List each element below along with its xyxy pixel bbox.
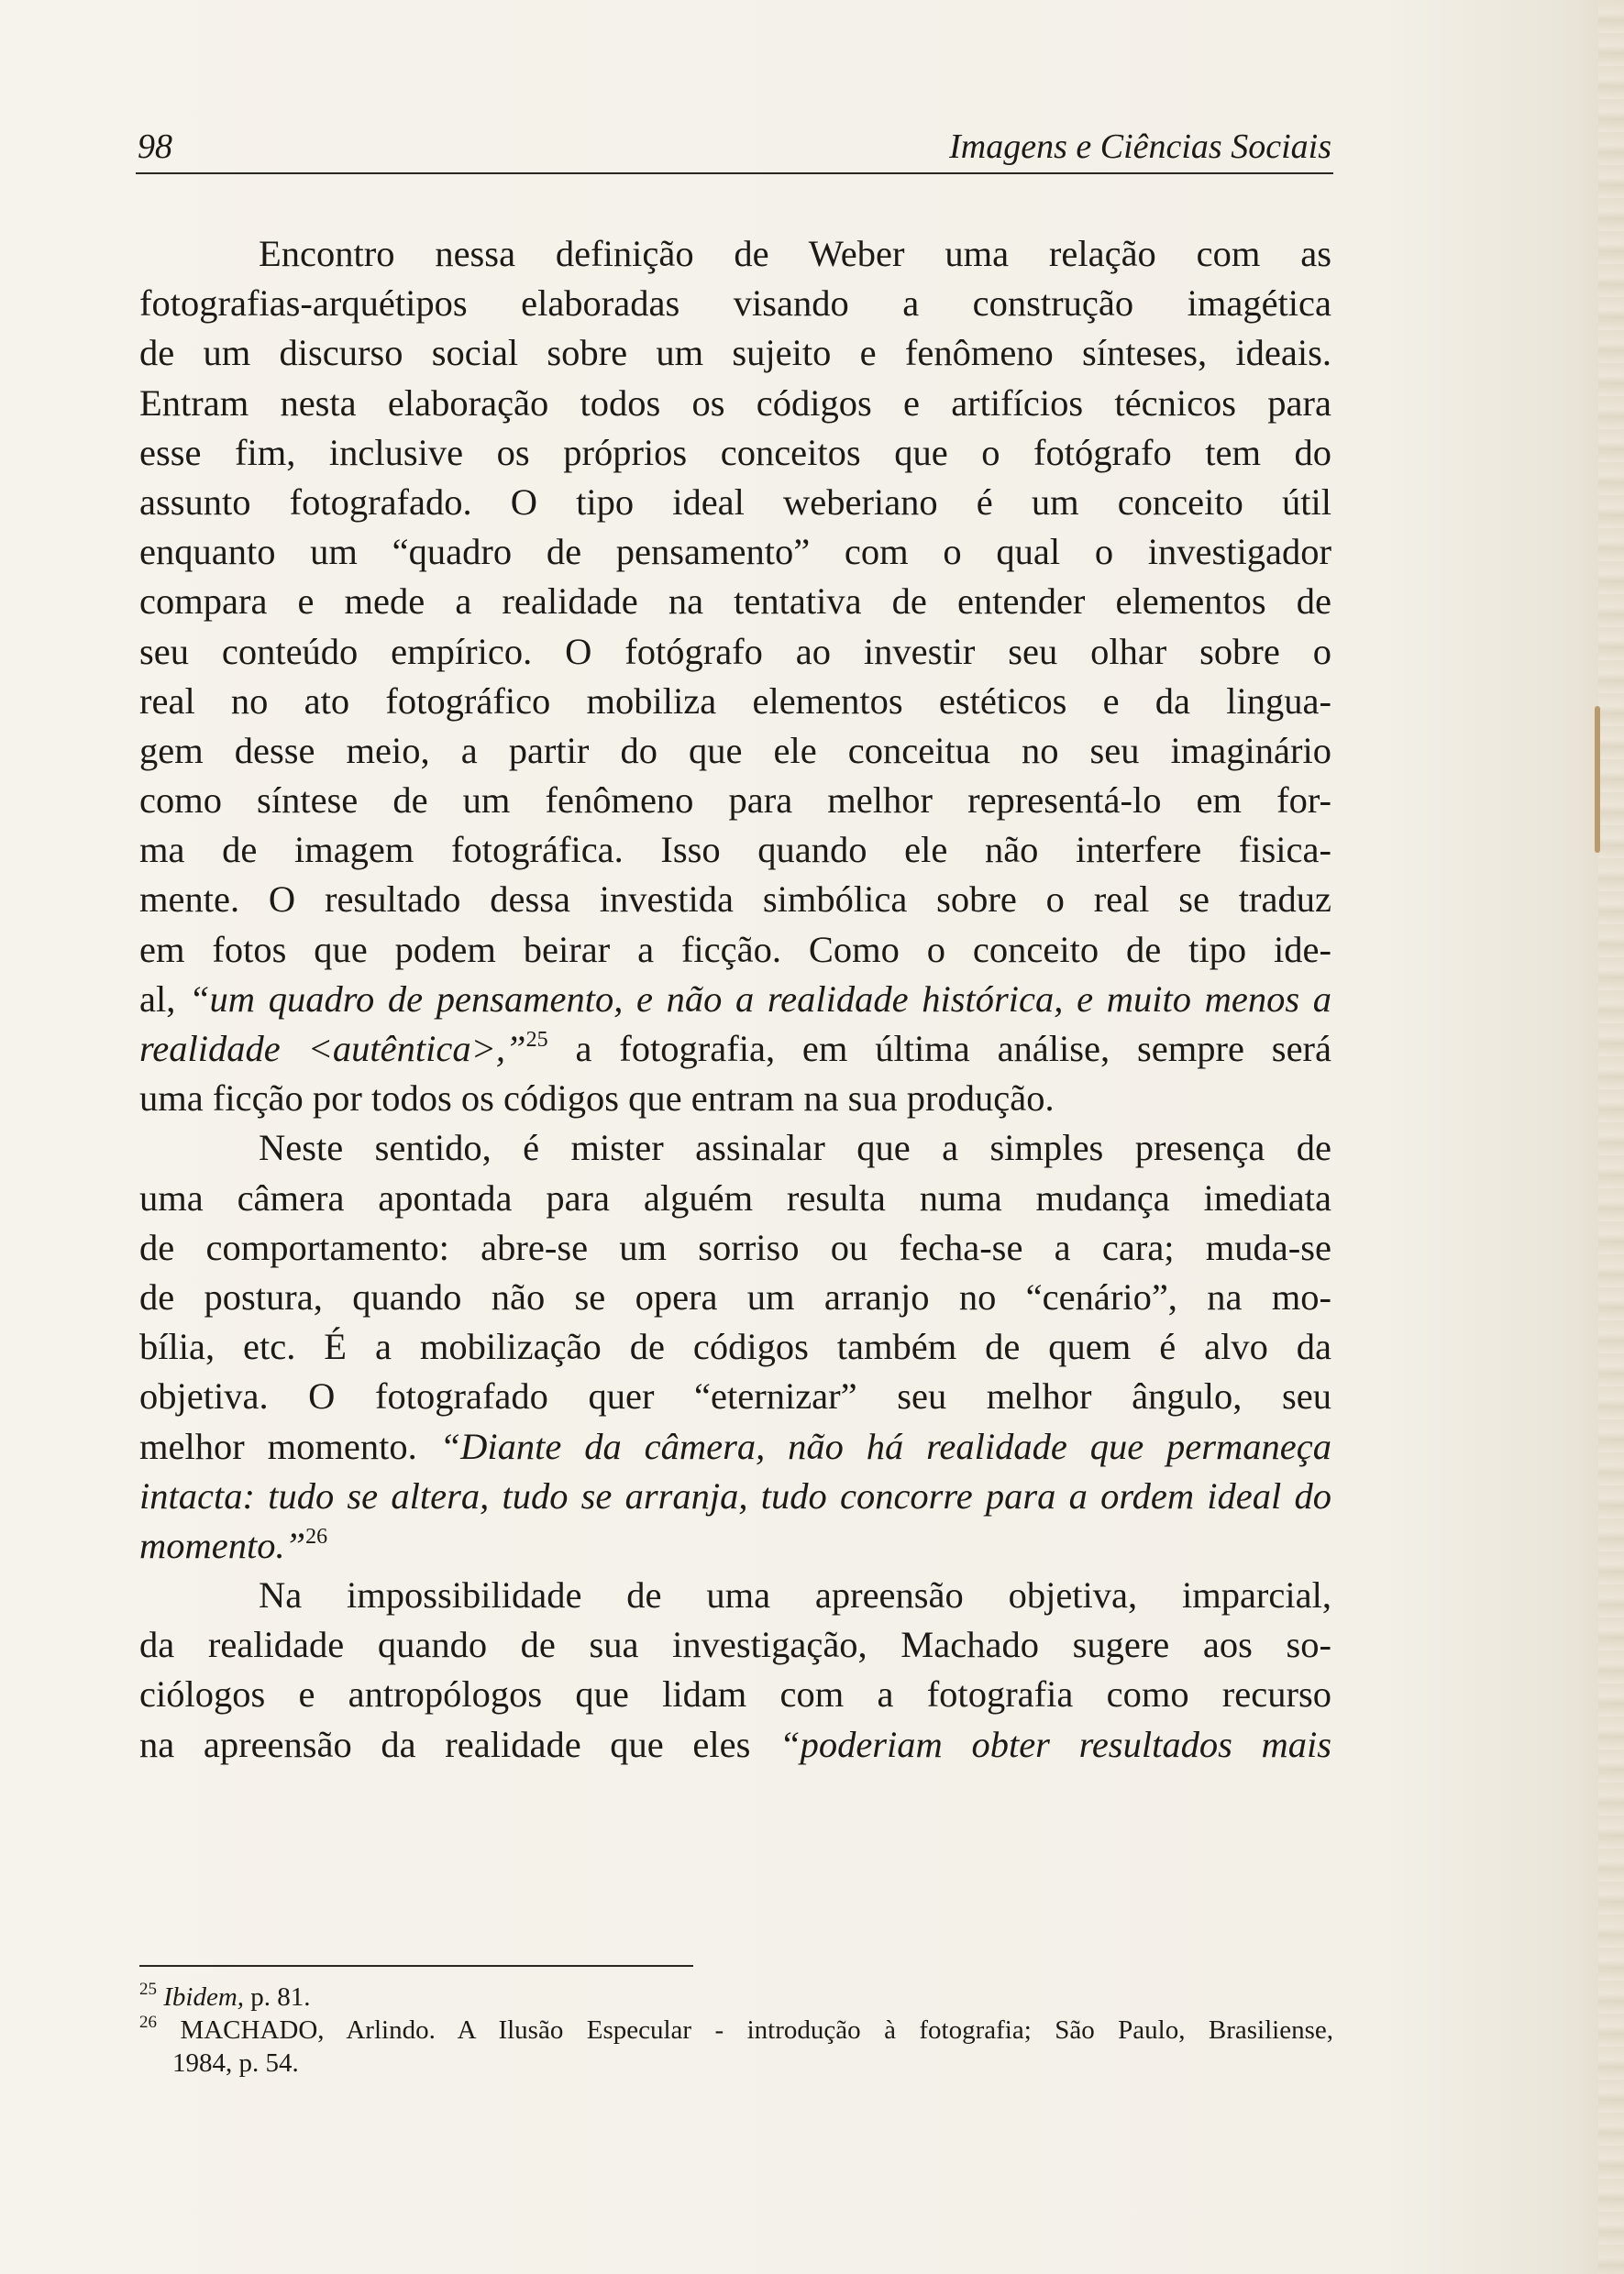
text-line: uma ficção por todos os códigos que entram na sua produção. xyxy=(139,1077,1055,1120)
footnote-ref: 26 xyxy=(305,1524,328,1549)
body-text xyxy=(139,229,1331,1770)
text-line: momento.”$^{26}$ xyxy=(139,1524,328,1566)
text-line: de comportamento: abre-se um sorriso ou fecha-se a cara; muda-se xyxy=(139,1226,1331,1268)
text-line: em fotos que podem beirar a ficção. Como o conceito de tipo ide- xyxy=(139,928,1331,970)
page-edge-mark xyxy=(1595,706,1600,853)
text-line: realidade <autêntica>,”$^{25}$ a fotografia, em última análise, sempre será xyxy=(139,1028,1332,1069)
text-line: esse fim, inclusive os próprios conceitos que o fotógrafo tem do xyxy=(139,431,1331,473)
text-line: bília, etc. É a mobilização de códigos também de quem é alvo da xyxy=(139,1326,1331,1368)
text-line: enquanto um “quadro de pensamento” com o qual o investigador xyxy=(139,531,1331,573)
text-line: objetiva. O fotografado quer “eternizar” seu melhor ângulo, seu xyxy=(139,1375,1331,1418)
running-header xyxy=(136,121,1333,174)
footnote-continuation: 1984, p. 54. xyxy=(172,2048,299,2078)
footnote-rule xyxy=(139,1965,693,1967)
footnote: $^{26}$ MACHADO, Arlindo. A Ilusão Especular - introdução à fotografia; São Paulo, Brasiliense, xyxy=(139,2013,1333,2045)
text-line: mente. O resultado dessa investida simbólica sobre o real se traduz xyxy=(139,878,1331,921)
text-line: da realidade quando de sua investigação, Machado sugere aos so- xyxy=(139,1624,1331,1666)
text-line: uma câmera apontada para alguém resulta numa mudança imediata xyxy=(139,1176,1331,1219)
text-line: Encontro nessa definição de Weber uma relação com as xyxy=(259,233,1331,274)
text-line: gem desse meio, a partir do que ele conceitua no seu imaginário xyxy=(139,729,1331,771)
text-line: de postura, quando não se opera um arranjo no “cenário”, na mo- xyxy=(139,1275,1331,1318)
text-line: como síntese de um fenômeno para melhor representá-lo em for- xyxy=(139,779,1331,822)
text-line: seu conteúdo empírico. O fotógrafo ao investir seu olhar sobre o xyxy=(139,630,1331,672)
text-line: real no ato fotográfico mobiliza elementos estéticos e da lingua- xyxy=(139,679,1331,722)
footnote: $^{25}$ Ibidem, p. 81. xyxy=(139,1980,311,2012)
text-line: fotografias-arquétipos elaboradas visando a construção imagética xyxy=(139,282,1331,325)
page-edge xyxy=(1598,0,1624,2274)
text-line: Na impossibilidade de uma apreensão objetiva, imparcial, xyxy=(259,1574,1331,1617)
text-line: compara e mede a realidade na tentativa de entender elementos de xyxy=(139,580,1331,623)
text-line: Entram nesta elaboração todos os códigos e artifícios técnicos para xyxy=(139,381,1331,424)
running-title: Imagens e Ciências Sociais xyxy=(949,127,1331,166)
text-line: de um discurso social sobre um sujeito e fenômeno sínteses, ideais. xyxy=(139,332,1331,374)
text-line: na apreensão da realidade que eles “poderiam obter resultados mais xyxy=(139,1723,1331,1765)
text-line: ma de imagem fotográfica. Isso quando ele não interfere fisica- xyxy=(139,829,1331,871)
text-line: melhor momento. “Diante da câmera, não há realidade que permaneça xyxy=(139,1425,1331,1467)
text-line: al, “um quadro de pensamento, e não a realidade histórica, e muito menos a xyxy=(139,977,1331,1020)
text-line: Neste sentido, é mister assinalar que a simples presença de xyxy=(259,1127,1331,1169)
text-line: assunto fotografado. O tipo ideal weberiano é um conceito útil xyxy=(139,480,1331,523)
page-number: 98 xyxy=(138,127,172,166)
footnote-ref: 25 xyxy=(525,1028,548,1052)
text-line: ciólogos e antropólogos que lidam com a fotografia como recurso xyxy=(139,1673,1331,1716)
text-line: intacta: tudo se altera, tudo se arranja, tudo concorre para a ordem ideal do xyxy=(139,1474,1331,1517)
footnotes xyxy=(139,1981,1333,2080)
